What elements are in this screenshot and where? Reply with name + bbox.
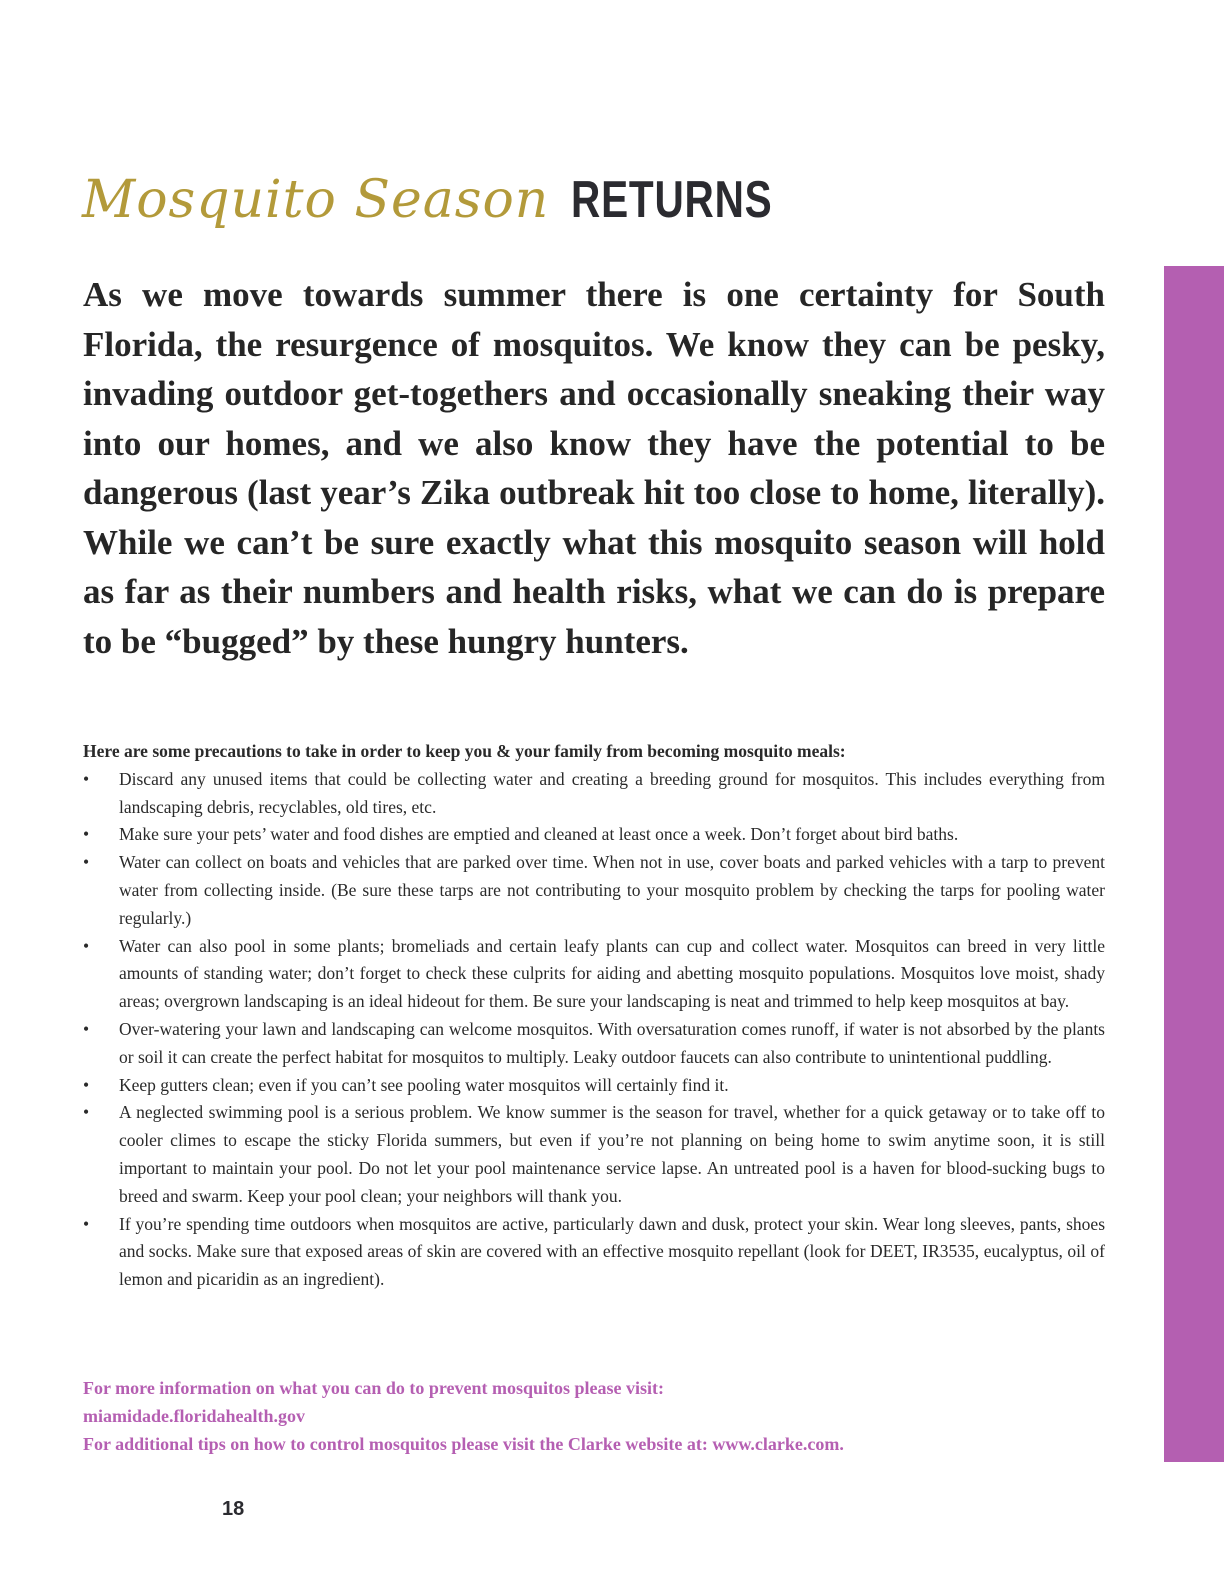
clarke-info-line[interactable]: For additional tips on how to control mosquitos please visit the Clarke website at: www.clarke.com. bbox=[83, 1434, 844, 1454]
bullet-icon: • bbox=[83, 824, 90, 845]
bullet-icon: • bbox=[83, 1018, 90, 1039]
bullet-icon: • bbox=[83, 768, 90, 789]
title-caps: RETURNS bbox=[571, 171, 773, 229]
list-item-text: Keep gutters clean; even if you can’t see pooling water mosquitos will certainly find it. bbox=[119, 1074, 729, 1095]
list-item bbox=[83, 933, 1105, 1016]
list-item bbox=[83, 766, 1105, 822]
precautions-list bbox=[83, 766, 1105, 1294]
more-info-section bbox=[83, 1374, 1143, 1458]
list-item bbox=[83, 1099, 1105, 1210]
page-number: 18 bbox=[222, 1498, 245, 1520]
title-script: Mosquito Season bbox=[82, 170, 550, 230]
more-info-line: For more information on what you can do to prevent mosquitos please visit: bbox=[83, 1378, 665, 1398]
bullet-icon: • bbox=[83, 1074, 90, 1095]
list-item-text: Water can also pool in some plants; bromeliads and certain leafy plants can cup and collect water. Mosquitos can breed in very little amounts of standing water; don’t forget to check these culprits for aiding and abetting mosquito populations. Mosquitos love moist, shady areas; overgrown landscaping is an ideal hideout for them. Be sure your landscaping is neat and trimmed to help keep mosquitos at bay. bbox=[119, 935, 1105, 1012]
precautions-section bbox=[83, 738, 1105, 1294]
list-item bbox=[83, 849, 1105, 932]
list-item-text: Water can collect on boats and vehicles that are parked over time. When not in use, cover boats and parked vehicles with a tarp to prevent water from collecting inside. (Be sure these tarps are not contributing to your mosquito problem by checking the tarps for pooling water regularly.) bbox=[119, 852, 1105, 928]
list-item-text: Discard any unused items that could be collecting water and creating a breeding ground for mosquitos. This includes everything from landscaping debris, recyclables, old tires, etc. bbox=[119, 768, 1105, 817]
bullet-icon: • bbox=[83, 852, 90, 873]
list-item-text: Over-watering your lawn and landscaping can welcome mosquitos. With oversaturation comes runoff, if water is not absorbed by the plants or soil it can create the perfect habitat for mosquitos to multiply. Leaky outdoor faucets can also contribute to unintentional puddling. bbox=[119, 1018, 1105, 1067]
list-item-text: A neglected swimming pool is a serious problem. We know summer is the season for travel, whether for a quick getaway or to take off to cooler climes to escape the sticky Florida summers, but even if you’re not planning on being home to swim anytime soon, it is still important to maintain your pool. Do not let your pool maintenance service lapse. An untreated pool is a haven for blood-sucking bugs to breed and swarm. Keep your pool clean; your neighbors will thank you. bbox=[119, 1102, 1105, 1206]
list-item-text: Make sure your pets’ water and food dishes are emptied and cleaned at least once a week. Don’t forget about bird baths. bbox=[119, 824, 959, 845]
bullet-icon: • bbox=[83, 1102, 90, 1123]
list-item bbox=[83, 1016, 1105, 1072]
list-item bbox=[83, 1211, 1105, 1294]
list-item bbox=[83, 821, 1105, 849]
page-title bbox=[82, 170, 830, 250]
list-item bbox=[83, 1072, 1105, 1100]
bullet-icon: • bbox=[83, 935, 90, 956]
list-item-text: If you’re spending time outdoors when mosquitos are active, particularly dawn and dusk, protect your skin. Wear long sleeves, pants, shoes and socks. Make sure that exposed areas of skin are covered with an effective mosquito repellant (look for DEET, IR3535, eucalyptus, oil of lemon and picaridin as an ingredient). bbox=[119, 1213, 1105, 1290]
bullet-icon: • bbox=[83, 1213, 90, 1234]
intro-paragraph: As we move towards summer there is one certainty for South Florida, the resurgence of mosquitos. We know they can be pesky, invading outdoor get-togethers and occasionally sneaking their way into our homes, and we also know they have the potential to be dangerous (last year’s Zika outbreak hit too close to home, literally). While we can’t be sure exactly what this mosquito season will hold as far as their numbers and health risks, what we can do is prepare to be “bugged” by these hungry hunters. bbox=[83, 275, 1105, 661]
side-accent-bar bbox=[1164, 266, 1224, 1462]
precautions-lead: Here are some precautions to take in order to keep you & your family from becoming mosquito meals: bbox=[83, 741, 846, 761]
health-dept-link[interactable]: miamidade.floridahealth.gov bbox=[83, 1406, 306, 1426]
